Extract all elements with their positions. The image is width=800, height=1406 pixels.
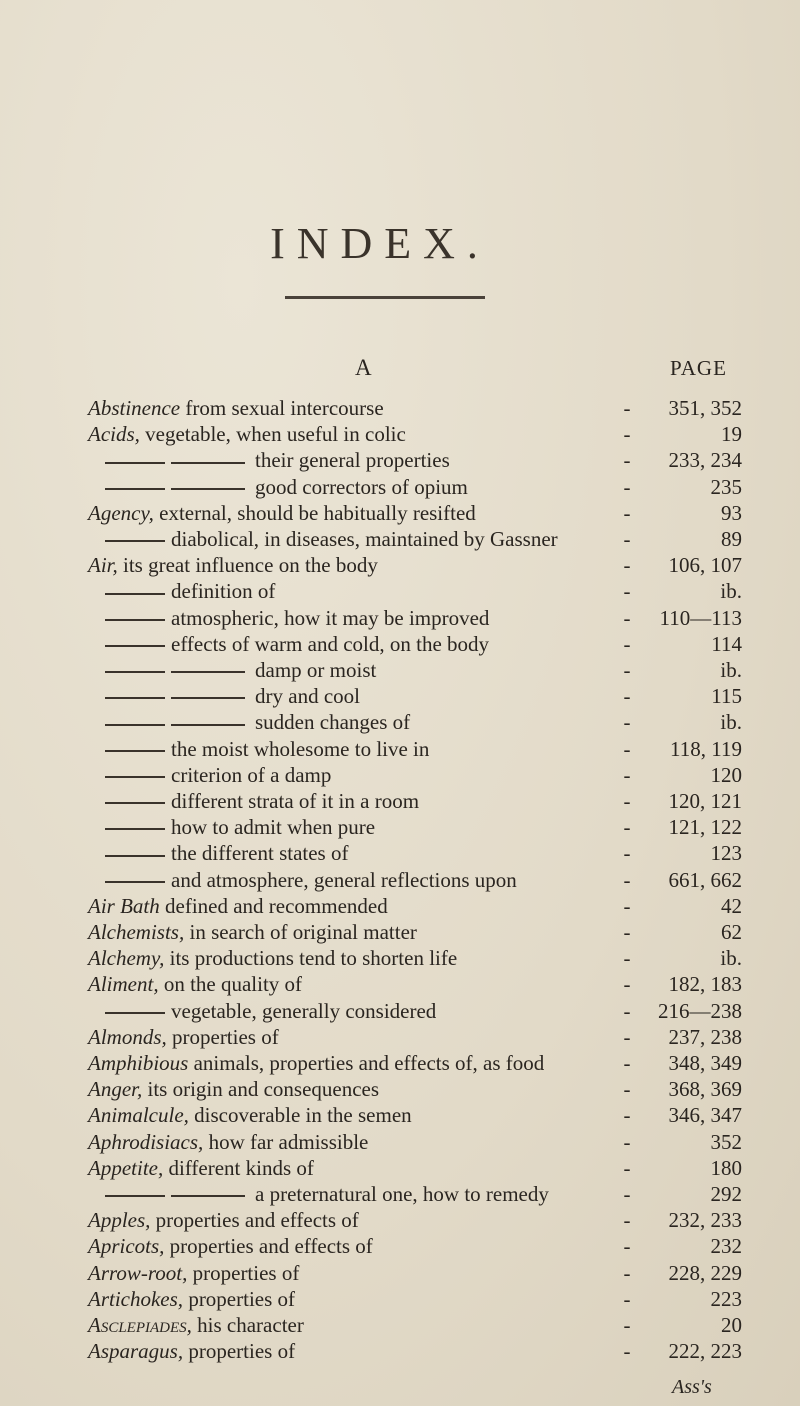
index-entry	[88, 1206, 359, 1234]
leader-dash: -	[623, 1024, 631, 1049]
index-row	[0, 1154, 800, 1182]
entry-text: its great influence on the body	[117, 553, 378, 578]
page-reference: 352	[710, 1129, 742, 1154]
index-row	[0, 866, 800, 894]
entry-text: defined and recommended	[159, 893, 388, 918]
index-entry	[88, 1023, 279, 1051]
index-entry	[105, 708, 410, 736]
index-entry	[88, 499, 476, 527]
entry-text: a preternatural one, how to remedy	[255, 1182, 549, 1206]
repeat-dash	[105, 1012, 165, 1014]
index-row	[0, 473, 800, 501]
page-reference: 223	[710, 1286, 742, 1311]
entry-text: atmospheric, how it may be improved	[171, 605, 490, 630]
entry-text: its productions tend to shorten life	[164, 946, 458, 971]
entry-headword: Agency,	[88, 500, 154, 525]
repeat-dash	[105, 671, 165, 673]
index-row	[0, 1259, 800, 1287]
repeat-dash	[105, 750, 165, 752]
index-row	[0, 1023, 800, 1051]
catchword: Ass's	[672, 1376, 712, 1398]
index-entry	[88, 1337, 295, 1365]
entry-headword: Almonds,	[88, 1024, 167, 1049]
index-entry	[105, 839, 348, 867]
page-reference: ib.	[720, 710, 742, 735]
repeat-dash	[105, 1195, 165, 1197]
page-reference: 121, 122	[668, 815, 742, 840]
index-row	[0, 1206, 800, 1234]
leader-dash: -	[623, 1051, 631, 1075]
page-column-heading: PAGE	[670, 356, 727, 380]
page-reference: 106, 107	[668, 553, 742, 578]
leader-dash: -	[623, 1313, 631, 1337]
index-row	[0, 1180, 800, 1208]
entry-text: effects of warm and cold, on the body	[171, 631, 490, 656]
leader-dash: -	[623, 1208, 631, 1233]
entry-text: properties and effects of	[150, 1208, 359, 1233]
index-entry	[88, 1285, 295, 1313]
entry-text: animals, properties and effects of, as food	[188, 1051, 545, 1075]
page-reference: ib.	[720, 579, 742, 604]
page-reference: 114	[711, 631, 742, 656]
entry-headword: Asclepiades,	[88, 1313, 192, 1337]
repeat-dash	[171, 462, 245, 464]
entry-headword: Anger,	[88, 1077, 143, 1102]
page-reference: 235	[710, 474, 742, 499]
leader-dash: -	[623, 1077, 631, 1102]
page-reference: 661, 662	[668, 867, 742, 892]
entry-text: good correctors of opium	[255, 474, 468, 499]
leader-dash: -	[623, 841, 631, 866]
index-row	[0, 944, 800, 972]
page-reference: 19	[721, 422, 742, 447]
index-entry	[105, 813, 375, 841]
title-rule	[285, 296, 485, 299]
page-reference: 120, 121	[668, 789, 742, 813]
leader-dash: -	[623, 1234, 631, 1259]
leader-dash: -	[623, 1103, 631, 1128]
entry-text: in search of original matter	[184, 920, 417, 944]
page-reference: 222, 223	[668, 1339, 742, 1364]
leader-dash: -	[623, 396, 631, 420]
index-row	[0, 446, 800, 474]
entry-text: properties of	[183, 1339, 296, 1364]
entry-text: properties of	[166, 1024, 279, 1049]
index-entry	[88, 1101, 412, 1129]
repeat-dash	[105, 697, 165, 699]
leader-dash: -	[623, 553, 631, 578]
entry-text: properties of	[187, 1260, 300, 1285]
repeat-dash	[171, 671, 245, 673]
leader-dash: -	[623, 867, 631, 892]
entry-headword: Aphrodisiacs,	[88, 1129, 204, 1154]
entry-headword: Appetite,	[88, 1155, 164, 1180]
index-row	[0, 1311, 800, 1339]
index-entry	[105, 473, 468, 501]
index-row	[0, 604, 800, 632]
leader-dash: -	[623, 658, 631, 682]
index-row	[0, 394, 800, 422]
index-row	[0, 577, 800, 605]
index-entry	[88, 1311, 304, 1339]
index-row	[0, 1075, 800, 1103]
index-entry	[105, 1180, 549, 1208]
entry-text: vegetable, when useful in colic	[139, 422, 406, 447]
index-entry	[88, 1232, 373, 1260]
entry-headword: Air Bath	[88, 893, 160, 918]
leader-dash: -	[623, 1182, 631, 1206]
entry-text: properties and effects of	[164, 1234, 373, 1259]
index-entry	[105, 604, 489, 632]
index-row	[0, 1049, 800, 1077]
entry-headword: Abstinence	[88, 396, 181, 420]
leader-dash: -	[623, 605, 631, 630]
entry-headword: Asparagus,	[88, 1339, 184, 1364]
index-row	[0, 997, 800, 1025]
page-reference: 89	[721, 527, 742, 551]
index-row	[0, 656, 800, 684]
page-reference: 115	[711, 684, 742, 709]
leader-dash: -	[623, 815, 631, 840]
repeat-dash	[105, 776, 165, 778]
leader-dash: -	[623, 1260, 631, 1285]
index-entry	[88, 892, 388, 920]
index-entry	[105, 761, 331, 789]
index-entry	[105, 997, 436, 1025]
entry-text: their general properties	[255, 448, 450, 473]
index-row	[0, 787, 800, 815]
page-reference: 233, 234	[668, 448, 742, 473]
index-row	[0, 839, 800, 867]
index-row	[0, 630, 800, 658]
index-entry	[105, 735, 429, 763]
leader-dash: -	[623, 500, 631, 525]
page-reference: 110—113	[659, 605, 742, 630]
repeat-dash	[171, 697, 245, 699]
leader-dash: -	[623, 1129, 631, 1154]
repeat-dash	[105, 619, 165, 621]
index-row	[0, 682, 800, 710]
repeat-dash	[105, 462, 165, 464]
index-entry	[105, 630, 489, 658]
leader-dash: -	[623, 789, 631, 813]
page-reference: 120	[710, 762, 742, 787]
page-reference: 20	[721, 1313, 742, 1337]
page-reference: 180	[710, 1155, 742, 1180]
leader-dash: -	[623, 946, 631, 971]
index-row	[0, 525, 800, 553]
index-entry	[88, 1075, 379, 1103]
entry-text: different kinds of	[163, 1155, 314, 1180]
entry-text: its origin and consequences	[142, 1077, 380, 1102]
index-row	[0, 970, 800, 998]
page-reference: 368, 369	[668, 1077, 742, 1102]
repeat-dash	[171, 1195, 245, 1197]
page-reference: 232	[710, 1234, 742, 1259]
entry-text: his character	[191, 1313, 304, 1337]
entry-text: from sexual intercourse	[180, 396, 384, 420]
index-entry	[88, 944, 457, 972]
index-entry	[105, 656, 376, 684]
page-reference: ib.	[720, 658, 742, 682]
page-reference: 93	[721, 500, 742, 525]
page-reference: ib.	[720, 946, 742, 971]
page-reference: 123	[710, 841, 742, 866]
index-row	[0, 499, 800, 527]
index-row	[0, 735, 800, 763]
index-entry	[88, 970, 302, 998]
index-row	[0, 813, 800, 841]
page-title: INDEX.	[270, 219, 490, 268]
leader-dash: -	[623, 474, 631, 499]
repeat-dash	[105, 645, 165, 647]
index-row	[0, 420, 800, 448]
repeat-dash	[171, 488, 245, 490]
index-row	[0, 551, 800, 579]
entry-headword: Air,	[88, 553, 118, 578]
repeat-dash	[171, 724, 245, 726]
index-row	[0, 1101, 800, 1129]
page-reference: 292	[710, 1182, 742, 1206]
entry-text: diabolical, in diseases, maintained by Gassner	[171, 527, 558, 551]
page-reference: 216—238	[658, 998, 742, 1023]
entry-text: the different states of	[171, 841, 349, 866]
leader-dash: -	[623, 710, 631, 735]
entry-text: and atmosphere, general reflections upon	[171, 867, 517, 892]
index-row	[0, 708, 800, 736]
page-reference: 62	[721, 920, 742, 944]
index-entry	[105, 866, 517, 894]
leader-dash: -	[623, 527, 631, 551]
repeat-dash	[105, 488, 165, 490]
leader-dash: -	[623, 422, 631, 447]
entry-text: criterion of a damp	[171, 762, 332, 787]
entry-headword: Alchemists,	[88, 920, 185, 944]
index-entry	[88, 1049, 544, 1077]
index-row	[0, 1285, 800, 1313]
entry-headword: Apples,	[88, 1208, 151, 1233]
index-row	[0, 761, 800, 789]
index-entry	[88, 918, 417, 946]
entry-text: definition of	[171, 579, 276, 604]
repeat-dash	[105, 802, 165, 804]
leader-dash: -	[623, 1155, 631, 1180]
entry-headword: Amphibious	[88, 1051, 189, 1075]
index-entry	[105, 577, 275, 605]
index-row	[0, 918, 800, 946]
entry-headword: Acids,	[88, 422, 140, 447]
leader-dash: -	[623, 972, 631, 997]
repeat-dash	[105, 593, 165, 595]
leader-dash: -	[623, 893, 631, 918]
entry-text: damp or moist	[255, 658, 377, 682]
page-reference: 348, 349	[668, 1051, 742, 1075]
entry-headword: Arrow-root,	[88, 1260, 188, 1285]
leader-dash: -	[623, 1286, 631, 1311]
index-row	[0, 1232, 800, 1260]
index-row	[0, 1128, 800, 1156]
leader-dash: -	[623, 448, 631, 473]
entry-text: different strata of it in a room	[171, 789, 420, 813]
entry-text: on the quality of	[158, 972, 303, 997]
page-reference: 228, 229	[668, 1260, 742, 1285]
page-reference: 42	[721, 893, 742, 918]
entry-text: how far admissible	[203, 1129, 369, 1154]
entry-text: discoverable in the semen	[188, 1103, 412, 1128]
entry-headword: Alchemy,	[88, 946, 165, 971]
index-entry	[88, 1259, 299, 1287]
leader-dash: -	[623, 631, 631, 656]
entry-headword: Artichokes,	[88, 1286, 184, 1311]
index-entry	[88, 1128, 368, 1156]
page-reference: 237, 238	[668, 1024, 742, 1049]
leader-dash: -	[623, 762, 631, 787]
entry-headword: Animalcule,	[88, 1103, 189, 1128]
repeat-dash	[105, 828, 165, 830]
entry-headword: Aliment,	[88, 972, 159, 997]
index-entry	[105, 682, 360, 710]
repeat-dash	[105, 724, 165, 726]
page-reference: 118, 119	[670, 736, 742, 761]
index-entry	[88, 551, 378, 579]
entry-text: sudden changes of	[255, 710, 411, 735]
entry-text: the moist wholesome to live in	[171, 736, 430, 761]
leader-dash: -	[623, 920, 631, 944]
entry-headword: Apricots,	[88, 1234, 165, 1259]
entry-text: how to admit when pure	[171, 815, 376, 840]
leader-dash: -	[623, 736, 631, 761]
leader-dash: -	[623, 684, 631, 709]
page-reference: 346, 347	[668, 1103, 742, 1128]
entry-text: vegetable, generally considered	[171, 998, 437, 1023]
leader-dash: -	[623, 998, 631, 1023]
repeat-dash	[105, 540, 165, 542]
leader-dash: -	[623, 1339, 631, 1364]
repeat-dash	[105, 881, 165, 883]
repeat-dash	[105, 855, 165, 857]
index-entry	[88, 394, 384, 422]
index-entry	[105, 446, 450, 474]
entry-text: external, should be habitually resifted	[153, 500, 476, 525]
page-reference: 351, 352	[668, 396, 742, 420]
entry-text: dry and cool	[255, 684, 360, 709]
index-entry	[105, 525, 558, 553]
index-entry	[88, 1154, 314, 1182]
index-entry	[105, 787, 419, 815]
page-reference: 182, 183	[668, 972, 742, 997]
index-row	[0, 1337, 800, 1365]
index-entry	[88, 420, 406, 448]
index-row	[0, 892, 800, 920]
page-reference: 232, 233	[668, 1208, 742, 1233]
entry-text: properties of	[183, 1286, 296, 1311]
leader-dash: -	[623, 579, 631, 604]
section-letter: A	[355, 355, 372, 380]
